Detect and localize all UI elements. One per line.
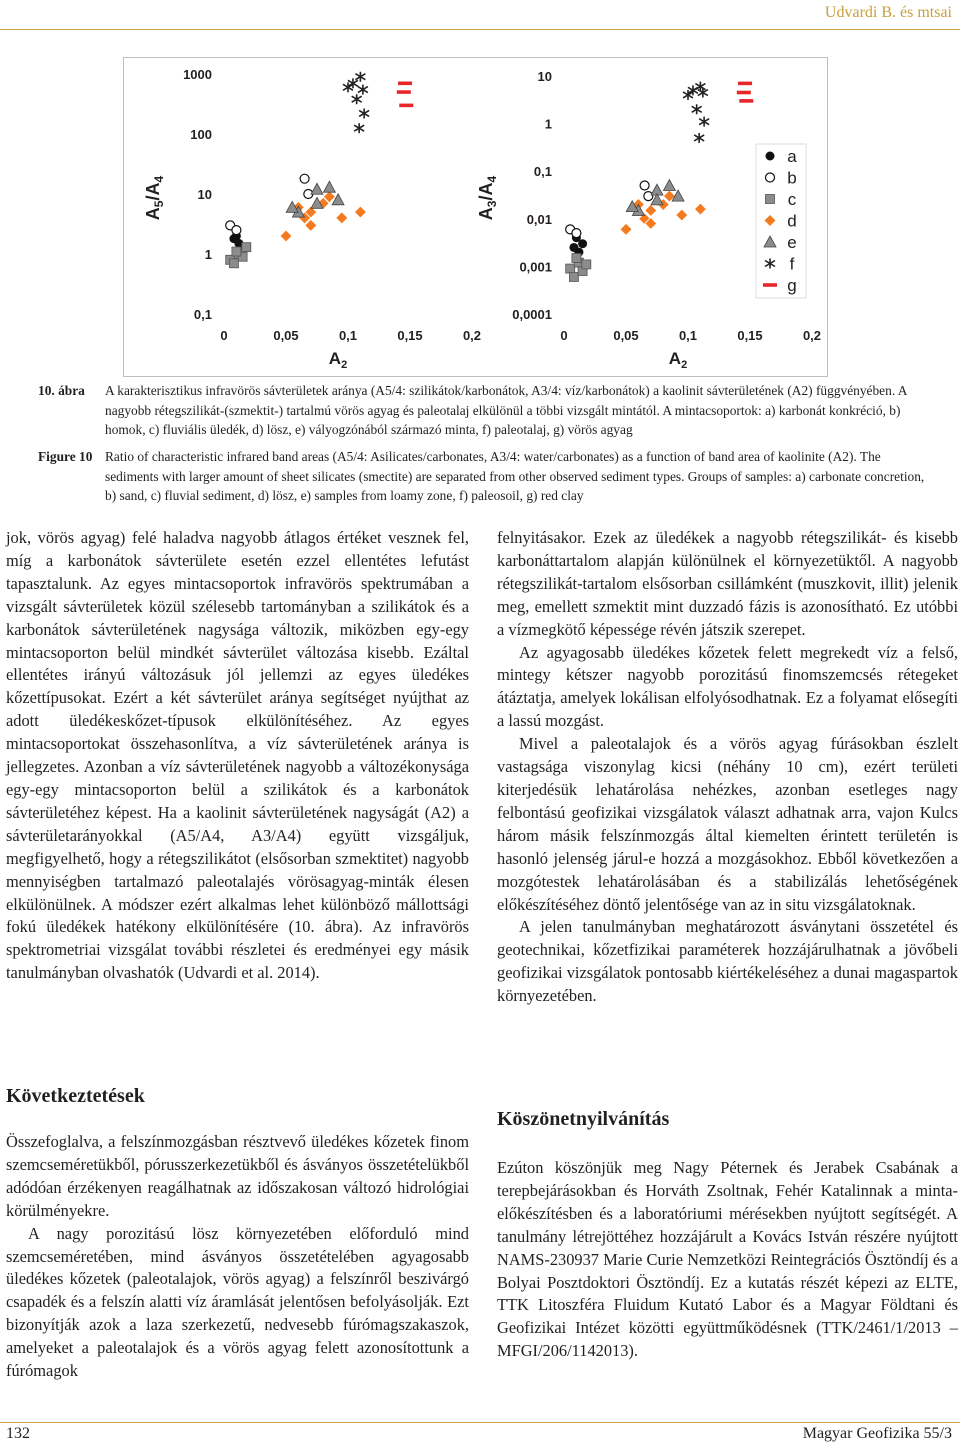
- acknowledgements-body: [497, 1157, 958, 1363]
- legend-label-g: g: [787, 276, 797, 295]
- x-tick-label: 0,15: [397, 328, 423, 343]
- data-point-c: [242, 243, 251, 252]
- y-tick-label: 1: [204, 247, 212, 262]
- data-point-d: [676, 209, 688, 221]
- x-tick-label: 0: [220, 328, 228, 343]
- data-point-e: [323, 181, 335, 192]
- x-axis-label: $A_2$: [328, 349, 348, 371]
- data-point-b: [232, 226, 241, 235]
- x-tick-label: 0,2: [462, 328, 482, 343]
- x-tick-label: 0,2: [802, 328, 822, 343]
- caption-hu: A karakterisztikus infravörös sávterületek aránya (A5/4: szilikátok/karbonátok, A3/4: víz/karbonátok) a kaolinit sávterületének (A2) függvényében. A nagyobb rétegszilikát-(szmektit-) tartalmú vörös agyag és paleotalaj elkülönül a többi vizsgált mintától. A mintacsoportok: a) karbonát konkréció, b) homok, c) fluviális üledék, d) lösz, e) vályogzónából származó minta, f) paleotalaj, g) vörös agyag: [105, 383, 907, 437]
- data-point-b: [572, 229, 581, 238]
- acknowledgements-paragraph: Ezúton köszönjük meg Nagy Péternek és Jerabek Csabának a terepbejárásokban és Horváth Zsoltnak, Fehér Katalinnak a minta-előkészítésben és a laboratóriumi mérésekben nyújtott segítségét. A tanulmány létrejöttéhez hozzájárult a Kovács István részére nyújtott NAMS-230937 Marie Curie Nemzetközi Reintegrációs Ösztöndíj és a Bolyai Posztdoktori Ösztöndíj. Ez a kutatás részét képezi az ELTE, TTK Litoszféra Fluidum Kutató Labor és a Magyar Földtani és Geofizikai Intézet közötti együttműködésnek (TTK/2461/1/2013 – MFGI/206/1142013).: [497, 1158, 958, 1361]
- data-point-b: [640, 181, 649, 190]
- right-paragraph-1: felnyitásakor. Ezek az üledékek a nagyobb rétegszilikát- és kisebb karbonáttartalom alapján különülnek el környezetüktől. A nagyobb rétegszilikát-tartalom elsősorban csillámként (muszkovit, illit) jelenik meg, emellett szmektit mint duzzadó fázis is azonosítható. Ez utóbbi a vízmegkötő képessége révén játszik szerepet.: [497, 528, 958, 639]
- caption-en: Ratio of characteristic infrared band areas (A5/4: Asilicates/carbonates, A3/4: water/carbonates) as a function of band area of kaolinite (A2). The sediments with larger amount of sheet silicates (smectite) are separated from other observed sediment types. Groups of samples: a) carbonate concretion, b) sand, c) fluvial sediment, d) lösz, e) samples from loamy zone, f) paleosoil, g) red clay: [105, 449, 925, 503]
- y-tick-label: 1: [544, 116, 552, 132]
- y-axis-label: $A_5/A_4$: [143, 175, 166, 221]
- figure-10: [123, 57, 828, 377]
- y-tick-label: 10: [197, 187, 212, 202]
- right-paragraph-3: Mivel a paleotalajok és a vörös agyag fúrásokban észlelt vastagsága viszonylag kicsi (néhány 10 cm), ezért területi kiterjedésük lehatárolása nehézkes, azonban esetleges nagy felbontású geofizikai vizsgálatok választ adhatnak arra, vajon Kulcs három másik felszínmozgás által kiemelten érintett területén is hasonló jelenség járul-e hozzá a mozgásokhoz. Ebből következően a mozgótestek lehatárolásában és a stabilizálás lehetőségének előkészítéséhez döntő jelentősége van az in situ vizsgálatoknak.: [497, 734, 958, 914]
- data-point-e: [311, 183, 323, 194]
- legend-label-a: a: [787, 147, 797, 166]
- acknowledgements-heading: Köszönetnyilvánítás: [497, 1108, 670, 1130]
- conclusions-paragraph-2: A nagy porozitású lösz környezetében előforduló mind szemcseméretében, mind ásványos összetételében agyagosabb üledékes kőzetek (paleotalajok, vörös agyag) a felszínről beszivárgó csapadék és a felszín alatti víz áramlását jelentősen befolyásolják. Ezt bizonyítják azok a laza szerkezetű, nedvesebb fúrómagszakaszok, amelyeket a paleotalajok és a vörös agyag felett azonosítottunk a fúrómagok: [6, 1223, 469, 1381]
- y-tick-label: 0,001: [519, 259, 552, 275]
- data-point-f: [695, 82, 705, 92]
- data-point-d: [336, 212, 348, 224]
- legend-label-c: c: [787, 190, 797, 209]
- data-point-f: [692, 104, 702, 114]
- y-axis-label: $A_3/A_4$: [476, 175, 499, 221]
- legend-label-f: f: [789, 254, 795, 274]
- conclusions-paragraph-1: Összefoglalva, a felszínmozgásban résztvevő üledékes kőzetek finom szemcseméretükből, pórusszerkezetükből és ásványos összetételükből adódóan érzékenyen reagálhatnak az időszakosan változó hidrológiai körülményekre.: [6, 1132, 469, 1220]
- conclusions-body: [6, 1131, 469, 1383]
- data-point-f: [354, 123, 364, 133]
- data-point-c: [229, 259, 238, 268]
- x-tick-label: 0,05: [613, 328, 639, 343]
- legend-marker-a: [766, 152, 775, 161]
- figure-chart-canvas: [124, 58, 827, 376]
- legend-label-b: b: [787, 168, 797, 188]
- x-tick-label: 0,1: [338, 328, 358, 343]
- data-point-d: [694, 203, 706, 215]
- data-point-f: [358, 85, 368, 95]
- data-point-g: [739, 99, 753, 103]
- data-point-d: [354, 206, 366, 218]
- left-paragraph-1: jok, vörös agyag) felé haladva nagyobb átlagos értéket vesznek fel, míg a karbonátok sávterülete esetén ezzel ellentétes lefutást tapasztalunk. Az egyes mintacsoportok infravörös spektrumában a vizsgált sávterületek közül szélesebb tartományban a szilikátok és a karbonátok sávterületének nagysága változik, miközben egy-egy mintacsoporton belül mindkét sávterület változása kisebb. Ezáltal ellentétes irányú változásuk jól jellemzi az egyes üledékes kőzettípusokat. Ezért a két sávterület aránya segítséget nyújthat az adott üledékeskőzet-típusok elkülönítéséhez. Az egyes mintacsoportokat összehasonlítva, a víz sávterületének aránya is jellegzetes. Azonban a víz sávterületének nagyobb a változékonysága egy-egy mintacsoporton belül a szilikátok és a karbonátok sávterületéhez képest. Ha a kaolinit sávterületének nagyságát (A2) a sávterületarányokkal (A5/A4, A3/A4) együtt vizsgáljuk, megfigyelhető, hogy a rétegszilikátot (elsősorban szmektitet) nagyobb mennyiségben tartalmazó paleotalajés vörösagyag-minták élesen elkülönülnek. A módszer ezért alkalmas lehet különböző mállottsági fokú üledékek hatékony elkülönítésére (10. ábra). Az infravörös spektrometriai vizsgálat további részletei és eredményei egy másik tanulmányban olvashatók (Udvardi et al. 2014).: [6, 528, 469, 983]
- data-point-c: [232, 247, 241, 256]
- legend-label-e: e: [787, 233, 797, 252]
- right-paragraph-4: A jelen tanulmányban meghatározott ásványtani összetétel és geotechnikai, kőzetfizikai paraméterek hozzájárulhatnak a jövőbeli geofizikai vizsgálatok pontosabb kiértékeléséhez a dunai magaspartok környezetében.: [497, 917, 958, 1006]
- data-point-g: [397, 90, 411, 94]
- legend-marker-g: [763, 283, 777, 287]
- data-point-c: [582, 260, 591, 269]
- conclusions-heading: Következtetések: [6, 1085, 145, 1107]
- data-point-f: [699, 117, 709, 127]
- data-point-b: [300, 174, 309, 183]
- y-tick-label: 10: [537, 69, 552, 84]
- data-point-a: [578, 239, 587, 248]
- data-point-d: [620, 223, 632, 235]
- right-paragraph-2: Az agyagosabb üledékes kőzetek felett megrekedt víz a felső, mintegy kétszer nagyobb porozitású finomszemcsés rétegeket átáztatja, amelyek lokálisan elfolyósodhatnak. Ez a folyamat elősegíti a lassú mozgást.: [497, 642, 958, 731]
- data-point-f: [359, 108, 369, 118]
- data-point-f: [352, 94, 362, 104]
- data-point-e: [663, 180, 675, 191]
- data-point-f: [698, 88, 708, 98]
- data-point-g: [737, 91, 751, 95]
- y-tick-label: 100: [190, 127, 212, 142]
- data-point-a: [569, 243, 578, 252]
- y-tick-label: 0,1: [193, 307, 212, 322]
- data-point-d: [280, 230, 292, 242]
- legend-label-d: d: [787, 211, 797, 231]
- data-point-f: [694, 133, 704, 143]
- data-point-b: [644, 192, 653, 201]
- left-column: [6, 527, 469, 985]
- x-tick-label: 0,05: [273, 328, 299, 343]
- caption-en-label: Figure 10: [38, 449, 93, 464]
- legend-marker-b: [766, 173, 775, 182]
- y-tick-label: 0,01: [526, 211, 552, 227]
- data-point-c: [569, 272, 578, 281]
- header-rule: [0, 29, 960, 30]
- footer-rule: [0, 1422, 960, 1423]
- x-tick-label: 0,1: [678, 328, 698, 343]
- running-header: Udvardi B. és mtsai: [824, 4, 952, 21]
- y-tick-label: 0,0001: [512, 307, 552, 322]
- y-tick-label: 1000: [183, 67, 212, 82]
- data-point-g: [398, 81, 412, 85]
- caption-hu-label: 10. ábra: [38, 383, 85, 398]
- data-point-g: [738, 82, 752, 86]
- data-point-c: [572, 254, 581, 263]
- right-column: [497, 527, 958, 1008]
- x-tick-label: 0: [560, 328, 568, 343]
- y-tick-label: 0,1: [533, 164, 552, 180]
- data-point-g: [399, 104, 413, 108]
- data-point-a: [229, 234, 238, 243]
- legend-marker-c: [766, 195, 775, 204]
- journal-name: Magyar Geofizika 55/3: [802, 1425, 952, 1442]
- x-axis-label: $A_2$: [668, 349, 688, 371]
- x-tick-label: 0,15: [737, 328, 763, 343]
- page-number: 132: [6, 1425, 30, 1442]
- legend-box: [756, 144, 806, 298]
- data-point-c: [566, 264, 575, 273]
